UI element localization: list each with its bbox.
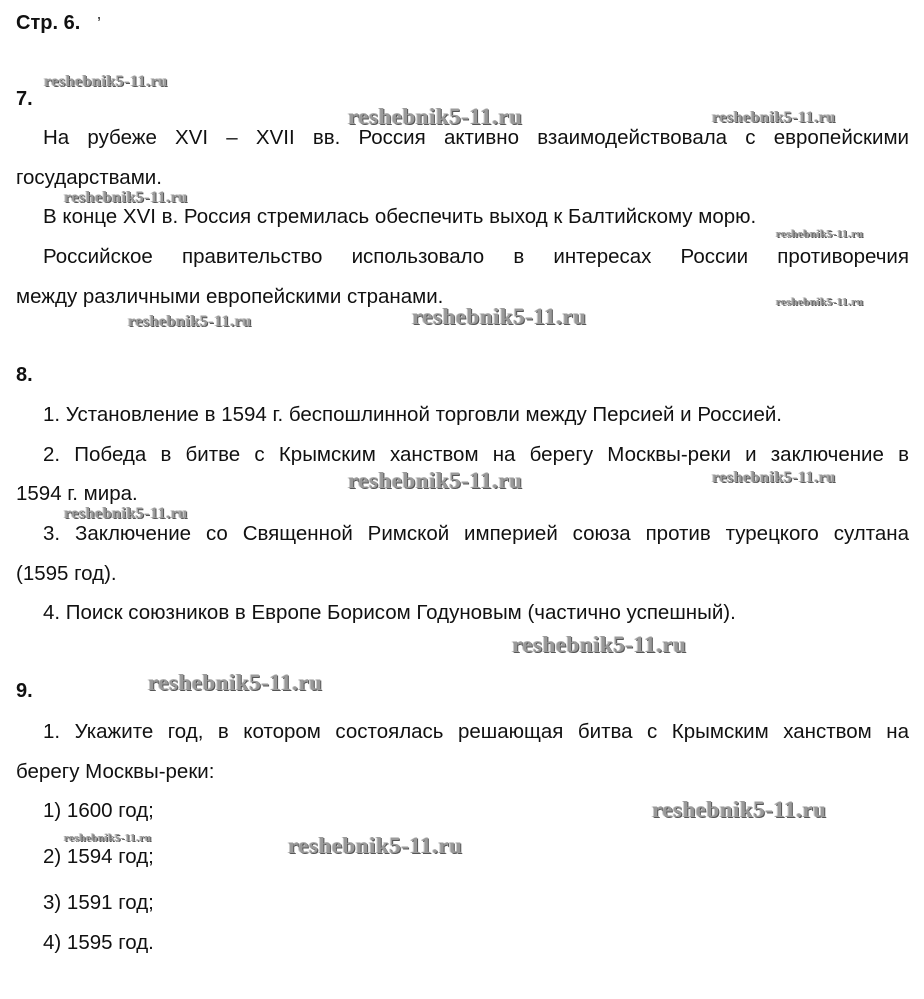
section-7-line-4: Российское правительство использовало в интересах России противоречия — [43, 245, 909, 268]
watermark: reshebnik5-11.ru — [64, 189, 188, 206]
section-8-item-4: 4. Поиск союзников в Европе Борисом Годуновым (частично успешный). — [43, 601, 736, 624]
watermark: reshebnik5-11.ru — [148, 670, 323, 695]
watermark: reshebnik5-11.ru — [44, 73, 168, 90]
watermark: reshebnik5-11.ru — [776, 296, 864, 308]
watermark: reshebnik5-11.ru — [64, 505, 188, 522]
section-8-item-2-cont: 1594 г. мира. — [16, 482, 138, 505]
section-9-option-1: 1) 1600 год; — [43, 799, 154, 822]
watermark: reshebnik5-11.ru — [712, 109, 836, 126]
section-9-number: 9. — [16, 680, 33, 702]
watermark: reshebnik5-11.ru — [348, 104, 523, 129]
section-8-item-3-cont: (1595 год). — [16, 562, 117, 585]
watermark: reshebnik5-11.ru — [64, 832, 152, 844]
watermark: reshebnik5-11.ru — [652, 797, 827, 822]
section-7-line-3: В конце XVI в. Россия стремилась обеспечить выход к Балтийскому морю. — [43, 205, 757, 228]
watermark: reshebnik5-11.ru — [776, 228, 864, 240]
watermark: reshebnik5-11.ru — [128, 313, 252, 330]
watermark: reshebnik5-11.ru — [288, 833, 463, 858]
section-7-line-2: государствами. — [16, 166, 162, 189]
section-8-item-3: 3. Заключение со Священной Римской империей союза против турецкого султана — [43, 522, 909, 545]
section-7-line-5: между различными европейскими странами. — [16, 285, 444, 308]
section-9-question-cont: берегу Москвы-реки: — [16, 760, 215, 783]
section-8-item-2: 2. Победа в битве с Крымским ханством на берегу Москвы-реки и заключение в — [43, 443, 909, 466]
section-9-option-3: 3) 1591 год; — [43, 891, 154, 914]
page-title: Стр. 6. — [16, 12, 81, 34]
section-7-line-1: На рубеже XVI – XVII вв. Россия активно взаимодействовала с европейскими — [43, 126, 909, 149]
section-9-question: 1. Укажите год, в котором состоялась решающая битва с Крымским ханством на — [43, 720, 909, 743]
section-7-number: 7. — [16, 88, 33, 110]
section-8-item-1: 1. Установление в 1594 г. беспошлинной торговли между Персией и Россией. — [43, 403, 783, 426]
watermark: reshebnik5-11.ru — [412, 304, 587, 329]
watermark: reshebnik5-11.ru — [348, 468, 523, 493]
page-mark-glyph: ’ — [97, 14, 101, 34]
section-8-number: 8. — [16, 364, 33, 386]
watermark: reshebnik5-11.ru — [712, 469, 836, 486]
section-9-option-4: 4) 1595 год. — [43, 931, 154, 954]
section-9-option-2: 2) 1594 год; — [43, 845, 154, 868]
watermark: reshebnik5-11.ru — [512, 632, 687, 657]
